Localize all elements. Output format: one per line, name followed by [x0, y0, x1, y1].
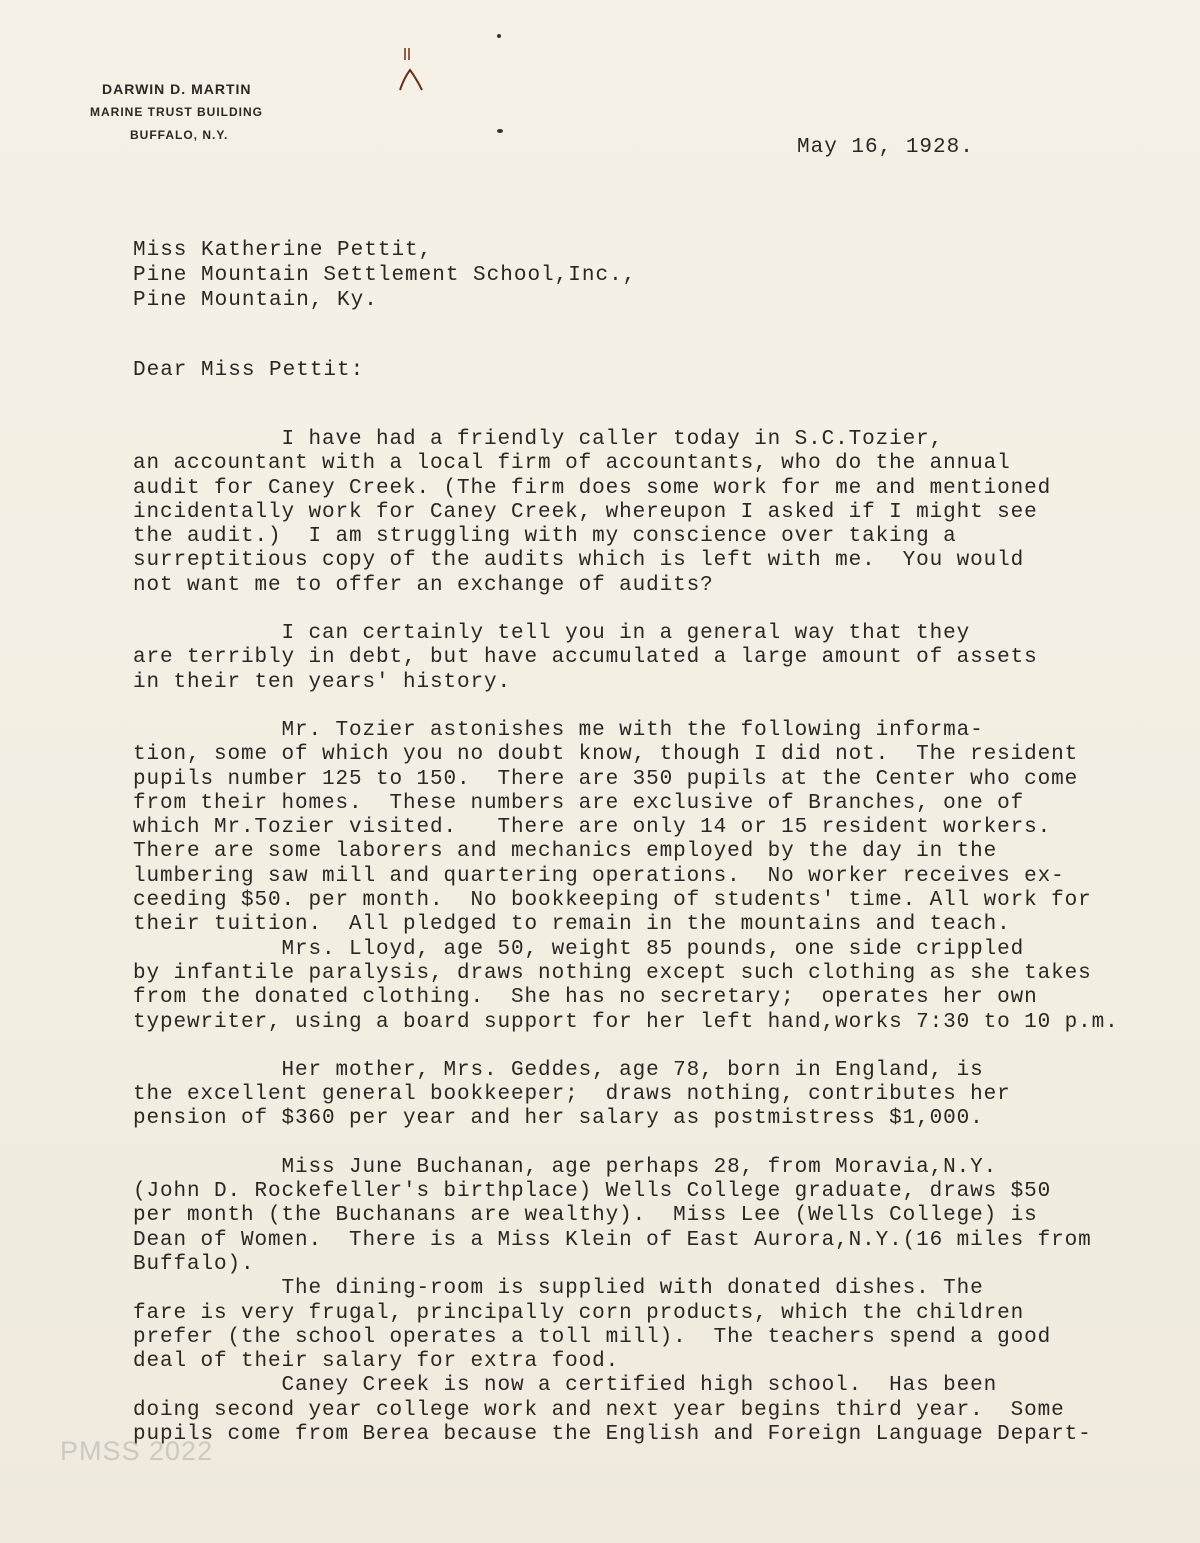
body-line: the excellent general bookkeeper; draws nothing, contributes her [133, 1083, 1011, 1107]
letter-body [133, 428, 1183, 1447]
body-line: per month (the Buchanans are wealthy). Miss Lee (Wells College) is [133, 1204, 1038, 1228]
letterhead-city: BUFFALO, N.Y. [130, 128, 229, 142]
body-line: Mr. Tozier astonishes me with the following informa- [133, 718, 984, 742]
body-line: I can certainly tell you in a general way that they [133, 622, 971, 646]
body-line: pension of $360 per year and her salary as postmistress $1,000. [133, 1107, 984, 1131]
body-line: There are some laborers and mechanics employed by the day in the [133, 840, 998, 864]
body-line: typewriter, using a board support for her left hand,works 7:30 to 10 p.m. [133, 1010, 1119, 1034]
body-line: Miss June Buchanan, age perhaps 28, from Moravia,N.Y. [133, 1155, 998, 1179]
body-line: by infantile paralysis, draws nothing except such clothing as she takes [133, 961, 1092, 985]
body-line: not want me to offer an exchange of audits? [133, 573, 714, 597]
body-line: doing second year college work and next year begins third year. Some [133, 1398, 1065, 1422]
letter-date: May 16, 1928. [797, 136, 974, 159]
paragraph [133, 719, 1183, 1035]
body-line: deal of their salary for extra food. [133, 1350, 620, 1374]
recipient-address [133, 238, 636, 313]
body-line: Mrs. Lloyd, age 50, weight 85 pounds, one side crippled [133, 937, 1025, 961]
body-line: Dean of Women. There is a Miss Klein of East Aurora,N.Y.(16 miles from [133, 1228, 1092, 1252]
letterhead [90, 78, 300, 147]
body-line: in their ten years' history. [133, 670, 512, 694]
pencil-mark-icon [392, 46, 432, 96]
body-line: an accountant with a local firm of accountants, who do the annual [133, 452, 1011, 476]
body-line: audit for Caney Creek. (The firm does some work for me and mentioned [133, 476, 1052, 500]
paragraph [133, 1156, 1183, 1448]
salutation: Dear Miss Pettit: [133, 359, 365, 382]
body-line: surreptitious copy of the audits which is left with me. You would [133, 549, 1025, 573]
body-line: from the donated clothing. She has no secretary; operates her own [133, 986, 1038, 1010]
ink-dot [497, 129, 503, 133]
body-line: Buffalo). [133, 1252, 255, 1276]
body-line: are terribly in debt, but have accumulated a large amount of assets [133, 646, 1038, 670]
body-line: pupils number 125 to 150. There are 350 pupils at the Center who come [133, 767, 1079, 791]
body-line: pupils come from Berea because the English and Foreign Language Depart- [133, 1422, 1092, 1446]
ink-dot [497, 34, 501, 38]
body-line: Caney Creek is now a certified high school. Has been [133, 1374, 998, 1398]
body-line: Her mother, Mrs. Geddes, age 78, born in England, is [133, 1058, 984, 1082]
body-line: ceeding $50. per month. No bookkeeping of students' time. All work for [133, 889, 1092, 913]
body-line: the audit.) I am struggling with my conscience over taking a [133, 525, 957, 549]
body-line: tion, some of which you no doubt know, though I did not. The resident [133, 743, 1079, 767]
watermark: PMSS 2022 [60, 1436, 214, 1466]
paragraph [133, 428, 1183, 598]
address-line: Pine Mountain Settlement School,Inc., [133, 264, 637, 287]
address-line: Miss Katherine Pettit, [133, 239, 433, 262]
body-line: from their homes. These numbers are exclusive of Branches, one of [133, 791, 1025, 815]
body-line: (John D. Rockefeller's birthplace) Wells College graduate, draws $50 [133, 1180, 1052, 1204]
letterhead-building: MARINE TRUST BUILDING [90, 105, 263, 119]
body-line: fare is very frugal, principally corn products, which the children [133, 1301, 1025, 1325]
body-line: lumbering saw mill and quartering operations. No worker receives ex- [133, 864, 1065, 888]
paragraph [133, 622, 1183, 695]
paragraph [133, 1059, 1183, 1132]
body-line: which Mr.Tozier visited. There are only 14 or 15 resident workers. [133, 816, 1052, 840]
body-line: I have had a friendly caller today in S.C.Tozier, [133, 428, 944, 451]
body-line: prefer (the school operates a toll mill). The teachers spend a good [133, 1325, 1052, 1349]
letterhead-name: DARWIN D. MARTIN [102, 81, 252, 97]
body-line: their tuition. All pledged to remain in the mountains and teach. [133, 913, 1011, 937]
body-line: incidentally work for Caney Creek, whereupon I asked if I might see [133, 500, 1038, 524]
body-line: The dining-room is supplied with donated dishes. The [133, 1277, 984, 1301]
address-line: Pine Mountain, Ky. [133, 289, 378, 312]
